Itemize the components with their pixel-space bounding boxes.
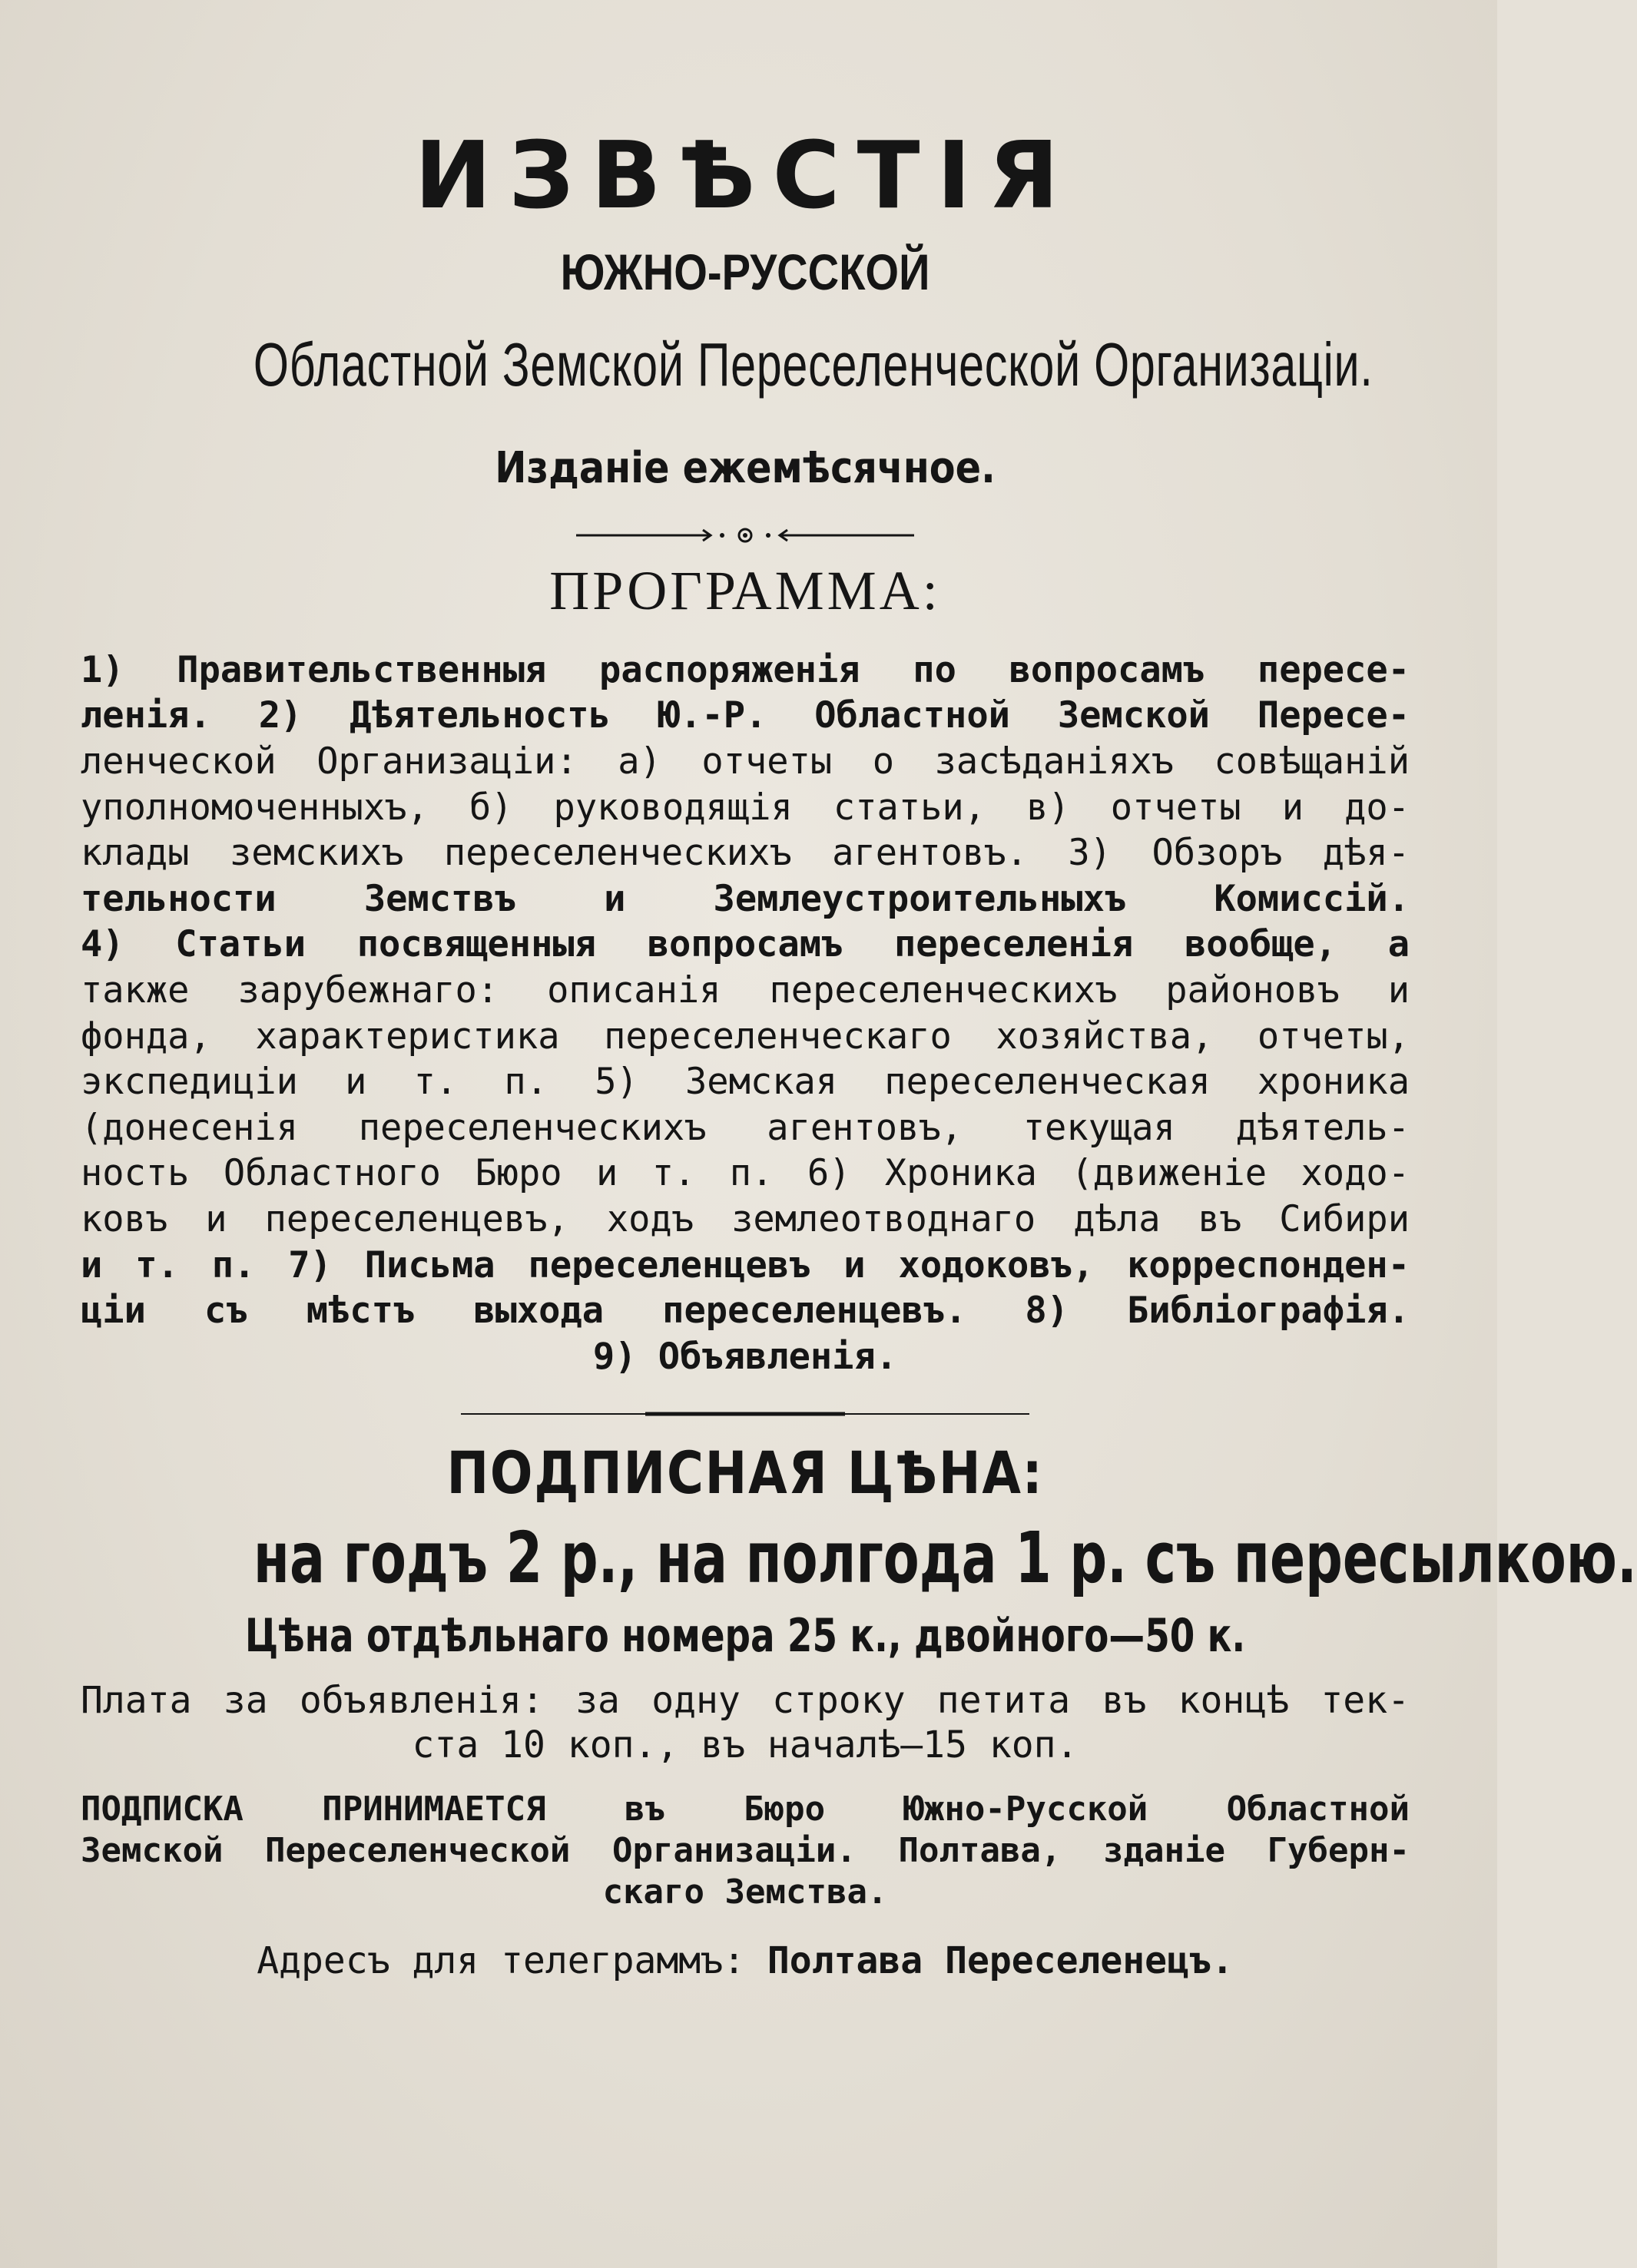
program-line: ность Областного Бюро и т. п. 6) Хроника (движеніе ходо- [81, 1152, 1410, 1195]
journal-title: ИЗВѢСТІЯ [414, 123, 1076, 230]
subscription-line: ПОДПИСКА ПРИНИМАЕТСЯ въ Бюро Южно-Русской Областной [81, 1790, 1410, 1829]
program-line: также зарубежнаго: описанія переселенческихъ районовъ и [81, 968, 1410, 1011]
program-line: ціи съ мѣстъ выхода переселенцевъ. 8) Библіографія. [81, 1290, 1410, 1333]
program-line: (донесенія переселенческихъ агентовъ, текущая дѣятель- [81, 1106, 1410, 1149]
program-line: уполномоченныхъ, б) руководящія статьи, в) отчеты и до- [81, 786, 1410, 829]
program-line: ковъ и переселенцевъ, ходъ землеотводнаго дѣла въ Сибири [81, 1197, 1410, 1240]
page-content [81, 115, 1637, 1983]
subtitle-organization: Областной Земской Переселенческой Организаціи. [253, 329, 1374, 399]
program-line: 9) Объявленія. [592, 1335, 898, 1378]
subscription-line: Земской Переселенческой Организаціи. Полтава, зданіе Губерн- [81, 1831, 1410, 1871]
edition-note: Изданіе ежемѣсячное. [495, 442, 996, 493]
telegram-value: Полтава Переселенецъ. [767, 1939, 1234, 1983]
program-line: ленія. 2) Дѣятельность Ю.-Р. Областной Земской Пересе- [81, 694, 1410, 737]
telegram-address [81, 1939, 1410, 1982]
program-line: тельности Земствъ и Землеустроительныхъ Комиссій. [81, 877, 1410, 920]
subscription-line: скаго Земства. [602, 1872, 888, 1912]
advertising-rates [81, 1678, 1410, 1767]
price-heading: ПОДПИСНАЯ ЦѢНА: [446, 1439, 1044, 1508]
program-line: 4) Статьи посвященныя вопросамъ переселенія вообще, а [81, 923, 1410, 966]
ornament-divider-icon [576, 524, 914, 547]
program-line: фонда, характеристика переселенческаго хозяйства, отчеты, [81, 1015, 1410, 1058]
ads-line: Плата за объявленія: за одну строку петита въ концѣ тек- [81, 1679, 1410, 1723]
program-heading: ПРОГРАММА: [549, 559, 941, 621]
program-text [81, 647, 1410, 1380]
program-line: 1) Правительственныя распоряженія по вопросамъ пересе- [81, 648, 1410, 691]
ads-line: ста 10 коп., въ началѣ—15 коп. [412, 1723, 1079, 1767]
subscription-info [81, 1789, 1410, 1913]
subtitle-region: ЮЖНО-РУССКОЙ [560, 243, 930, 300]
program-line: экспедиціи и т. п. 5) Земская переселенческая хроника [81, 1061, 1410, 1104]
program-line: клады земскихъ переселенческихъ агентовъ. 3) Обзоръ дѣя- [81, 832, 1410, 875]
subscription-price: на годъ 2 р., на полгода 1 р. съ пересылкою. [253, 1516, 1637, 1599]
section-divider [461, 1412, 1029, 1416]
single-issue-price: Цѣна отдѣльнаго номера 25 к., двойного—50 к. [244, 1609, 1246, 1664]
program-line: и т. п. 7) Письма переселенцевъ и ходоковъ, корреспонден- [81, 1243, 1410, 1286]
telegram-label: Адресъ для телеграммъ: [257, 1939, 745, 1983]
program-line: ленческой Организаціи: а) отчеты о засѣданіяхъ совѣщаній [81, 740, 1410, 783]
